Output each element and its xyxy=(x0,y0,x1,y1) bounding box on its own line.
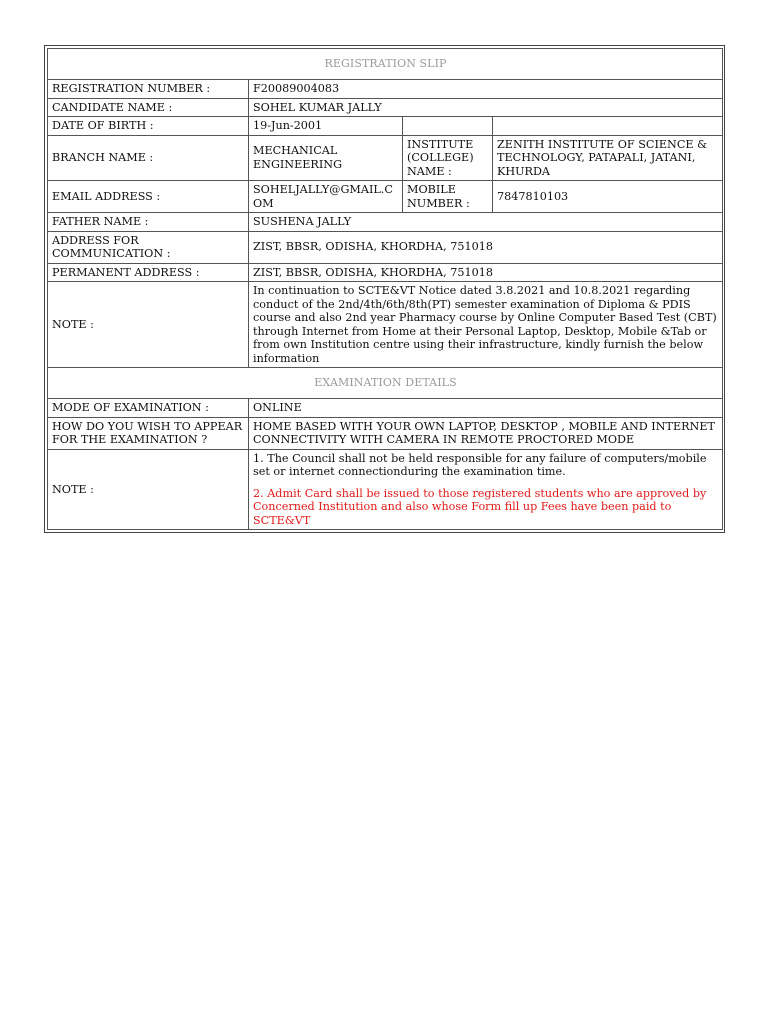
registration-slip xyxy=(44,45,725,533)
comm-address-label: ADDRESS FOR COMMUNICATION : xyxy=(48,231,249,263)
table-row xyxy=(48,117,723,136)
table-row xyxy=(48,263,723,282)
appear-label: HOW DO YOU WISH TO APPEAR FOR THE EXAMINATION ? xyxy=(48,417,249,449)
table-row xyxy=(48,80,723,99)
candidate-name-value: SOHEL KUMAR JALLY xyxy=(249,98,723,117)
email-label: EMAIL ADDRESS : xyxy=(48,181,249,213)
exam-note-1: 1. The Council shall not be held responsible for any failure of computers/mobile set or internet connectionduring the examination time. xyxy=(253,451,707,478)
institute-label: INSTITUTE (COLLEGE) NAME : xyxy=(403,135,493,181)
table-row xyxy=(48,181,723,213)
exam-mode-value: ONLINE xyxy=(249,399,723,418)
email-value: SOHELJALLY@GMAIL.COM xyxy=(249,181,403,213)
dob-label: DATE OF BIRTH : xyxy=(48,117,249,136)
exam-note-2-warning: 2. Admit Card shall be issued to those registered students who are approved by Concerned Institution and also whose Form fill up Fees have been paid to SCTE&VT xyxy=(253,486,707,527)
father-name-value: SUSHENA JALLY xyxy=(249,213,723,232)
branch-label: BRANCH NAME : xyxy=(48,135,249,181)
table-row xyxy=(48,98,723,117)
dob-value: 19-Jun-2001 xyxy=(249,117,403,136)
empty-cell xyxy=(403,117,493,136)
registration-number-value: F20089004083 xyxy=(249,80,723,99)
institute-value: ZENITH INSTITUTE OF SCIENCE & TECHNOLOGY, PATAPALI, JATANI, KHURDA xyxy=(493,135,723,181)
father-name-label: FATHER NAME : xyxy=(48,213,249,232)
perm-address-label: PERMANENT ADDRESS : xyxy=(48,263,249,282)
perm-address-value: ZIST, BBSR, ODISHA, KHORDHA, 751018 xyxy=(249,263,723,282)
registration-slip-title: REGISTRATION SLIP xyxy=(48,49,723,80)
exam-note-label: NOTE : xyxy=(48,449,249,530)
exam-mode-label: MODE OF EXAMINATION : xyxy=(48,399,249,418)
table-row xyxy=(48,213,723,232)
table-row xyxy=(48,231,723,263)
note-label: NOTE : xyxy=(48,282,249,368)
empty-cell xyxy=(493,117,723,136)
table-row xyxy=(48,417,723,449)
table-row xyxy=(48,135,723,181)
mobile-value: 7847810103 xyxy=(493,181,723,213)
table-row xyxy=(48,368,723,399)
comm-address-value: ZIST, BBSR, ODISHA, KHORDHA, 751018 xyxy=(249,231,723,263)
table-row xyxy=(48,399,723,418)
exam-note-cell xyxy=(249,449,723,530)
appear-value: HOME BASED WITH YOUR OWN LAPTOP, DESKTOP , MOBILE AND INTERNET CONNECTIVITY WITH CAMERA IN REMOTE PROCTORED MODE xyxy=(249,417,723,449)
registration-number-label: REGISTRATION NUMBER : xyxy=(48,80,249,99)
note-value: In continuation to SCTE&VT Notice dated 3.8.2021 and 10.8.2021 regarding conduct of the 2nd/4th/6th/8th(PT) semester examination of Diploma & PDIS course and also 2nd year Pharmacy course by Online Computer Based Test (CBT) through Internet from Home at their Personal Laptop, Desktop, Mobile &Tab or from own Institution centre using their infrastructure, kindly furnish the below information xyxy=(249,282,723,368)
table-row xyxy=(48,49,723,80)
registration-table xyxy=(47,48,723,530)
exam-details-title: EXAMINATION DETAILS xyxy=(48,368,723,399)
candidate-name-label: CANDIDATE NAME : xyxy=(48,98,249,117)
table-row xyxy=(48,282,723,368)
mobile-label: MOBILE NUMBER : xyxy=(403,181,493,213)
table-row xyxy=(48,449,723,530)
branch-value: MECHANICAL ENGINEERING xyxy=(249,135,403,181)
